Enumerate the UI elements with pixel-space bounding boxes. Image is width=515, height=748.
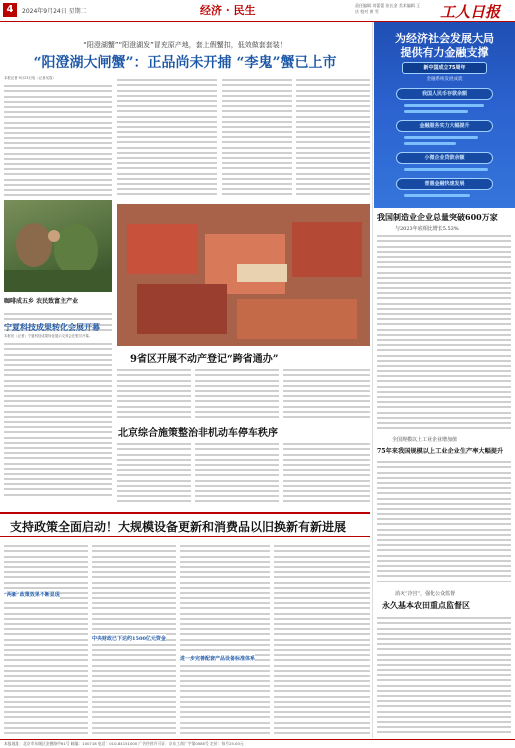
ningxia-intro: 本报讯（记者）宁夏科技成果转化展示交易会在银川开幕。: [4, 334, 93, 338]
policy-subhead-2: 中央财政已下达约1500亿元资金: [92, 636, 166, 642]
lead-body-col3: [222, 76, 292, 204]
lead-body-col1: [4, 82, 112, 202]
page-number: 4: [3, 3, 17, 17]
farmland-headline: 永久基本农田重点监督区: [382, 600, 470, 610]
issue-date: 2024年9月24日 星期二: [22, 8, 87, 15]
ad-bar-2: [404, 110, 468, 113]
industry-kicker: 全国规模以上工业企业增加值: [392, 437, 458, 443]
finance-advertisement: [374, 22, 515, 208]
ad-bar-1: [404, 104, 484, 107]
lead-kicker: “阳澄湖蟹”“阳澄湖发”冒充原产地，套上假蟹扣，低效做套套装！: [83, 41, 287, 49]
newspaper-logo: 工人日报: [440, 3, 501, 21]
policy-body-col1: [4, 542, 88, 736]
masthead: [0, 0, 515, 22]
manufacture-subtitle: 与2023年底相比增长5.53%: [395, 226, 459, 232]
ad-pill-3: 小微企业贷款余额: [396, 152, 493, 164]
lead-body-col2: [117, 76, 217, 204]
parking-body-col2: [195, 440, 279, 502]
registration-headline: 9省区开展不动产登记“跨省通办”: [130, 354, 279, 365]
registration-body-col2: [195, 366, 279, 418]
photo-caption: 咖啡成五乡 农民致富主产业: [4, 298, 79, 305]
ad-badge-1: 新中国成立75周年: [402, 62, 487, 74]
registration-body-col3: [283, 366, 370, 418]
ad-pill-4: 普惠金融快速发展: [396, 178, 493, 190]
parking-body-col3: [283, 440, 370, 502]
manufacture-headline: 我国制造业企业总量突破600万家: [377, 212, 498, 222]
industry-headline: 75年来我国规模以上工业企业生产率大幅提升: [377, 448, 504, 455]
lead-headline: “阳澄湖大闸蟹”：正品尚未开捕 “李鬼”蟹已上市: [33, 55, 337, 71]
ad-bar-5: [404, 168, 488, 171]
lead-byline: 本报记者 9月23日电（记者吴春）: [4, 76, 56, 80]
ad-bar-4: [404, 142, 456, 145]
parking-headline: 北京综合施策整治非机动车停车秩序: [118, 428, 278, 439]
lead-body-col4: [296, 76, 370, 204]
policy-body-col3: [180, 542, 270, 736]
column-divider: [372, 22, 373, 738]
ad-bar-3: [404, 136, 478, 139]
manufacture-body: [377, 232, 511, 430]
divider-top: [0, 512, 370, 514]
ningxia-headline: 宁夏科技成果转化会展开幕: [4, 322, 100, 332]
ad-pill-1: 我国人民币存款余额: [396, 88, 493, 100]
ad-title-line1: 为经济社会发展大局: [395, 32, 494, 45]
policy-subhead-3: 进一步完善配套产品设备标准体系: [180, 656, 256, 662]
editors-credit: 责任编辑 刘蕾蕾 张长金 美术编辑 王 庆 校对 黄 雪: [355, 3, 421, 14]
industry-body: [377, 458, 511, 582]
ad-bar-6: [404, 194, 470, 197]
ningxia-body: [4, 340, 112, 506]
crab-market-photo: [117, 204, 370, 346]
farmland-body: [377, 614, 511, 736]
ad-title-line2: 提供有力金融支撑: [400, 46, 489, 59]
divider-bottom: [0, 536, 370, 537]
policy-subhead-1: “两新”政策效果不断显现: [4, 592, 60, 598]
page-footer: 本报地址：北京市东城区安德路甲61号 邮编：100718 电话：010-84151000 广告经营许可证：京东工商广字第0085号 定价：每月25.00元: [0, 739, 515, 748]
farmland-kicker: 消灭“冷宫”，强化公众监督: [395, 591, 456, 597]
parking-body-col1: [117, 440, 191, 502]
section-title: 经济 · 民生: [200, 4, 256, 17]
ad-subtitle: 金融系统发展成就: [426, 77, 463, 82]
ad-pill-2: 金融服务实力大幅提升: [396, 120, 493, 132]
coffee-farm-photo: [4, 200, 112, 292]
policy-body-col4: [274, 542, 370, 736]
policy-headline: 支持政策全面启动！大规模设备更新和消费品以旧换新有新进展: [10, 520, 347, 534]
registration-body-col1: [117, 366, 191, 418]
